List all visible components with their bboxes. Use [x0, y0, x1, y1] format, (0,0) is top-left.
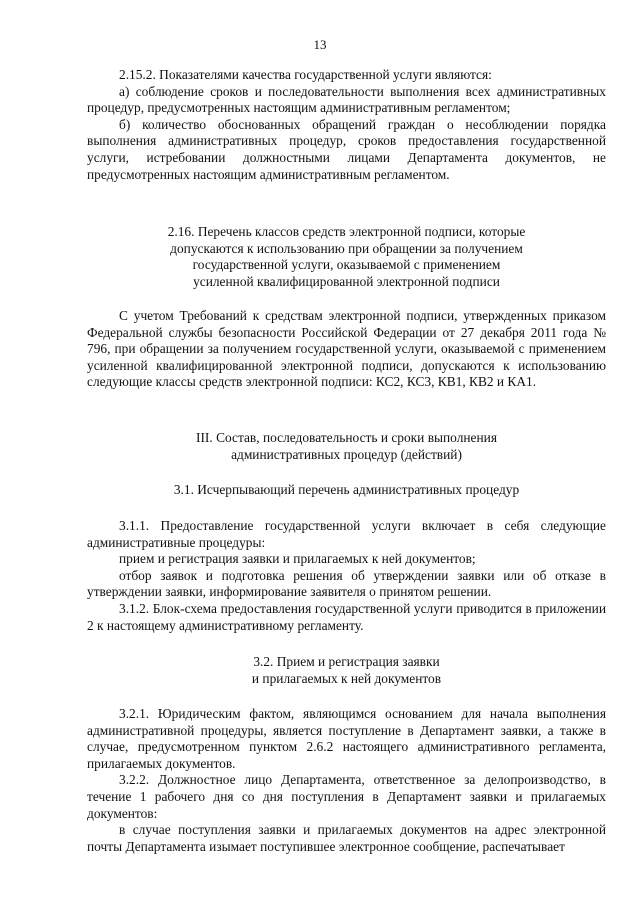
list-item-b: б) количество обоснованных обращений граждан о несоблюдении порядка выполнения административных процедур, сроков предоставления государственной услуги, истребовании должностными лицами Департамента документов, не предусмотренных настоящим административным регламентом.: [87, 116, 606, 182]
subsection-title: 3.1. Исчерпывающий перечень административных процедур: [173, 482, 520, 497]
section-2-16-body: [87, 308, 606, 391]
title-line: III. Состав, последовательность и сроки выполнения: [196, 430, 497, 445]
paragraph: 3.2.1. Юридическим фактом, являющимся основанием для начала выполнения административной процедуры, является поступление в Департамент заявки, а также в случае, предусмотренном пунктом 2.6.2 настоящего административного регламента, прилагаемых документов.: [87, 706, 606, 771]
paragraph: 3.1.2. Блок-схема предоставления государственной услуги приводится в приложении 2 к настоящему административному регламенту.: [87, 600, 606, 633]
subsection-3-2-body: [87, 706, 606, 855]
paragraph: 3.2.2. Должностное лицо Департамента, ответственное за делопроизводство, в течение 1 рабочего дня со дня поступления в Департамент заявки и прилагаемых документов:: [87, 772, 606, 821]
title-line: государственной услуги, оказываемой с применением: [192, 257, 501, 273]
title-line: административных процедур (действий): [231, 446, 462, 462]
subsection-title-line: 3.2. Прием и регистрация заявки: [253, 654, 440, 669]
section-3-title: [87, 430, 606, 463]
page-number: 13: [313, 37, 327, 52]
title-line: усиленной квалифицированной электронной подписи: [193, 273, 500, 289]
title-line: 2.16. Перечень классов средств электронной подписи, которые: [167, 224, 526, 239]
paragraph: 3.1.1. Предоставление государственной услуги включает в себя следующие административные процедуры:: [87, 518, 606, 550]
subsection-3-2-title: [87, 654, 606, 687]
paragraph: С учетом Требований к средствам электронной подписи, утвержденных приказом Федеральной службы безопасности Российской Федерации от 27 декабря 2011 года № 796, при обращении за получением государственной услуги, оказываемой с применением усиленной квалифицированной электронной подписи, допускаются к использованию следующие классы средств электронной подписи: КС2, КС3, КВ1, КВ2 и КА1.: [87, 308, 606, 390]
list-item: прием и регистрация заявки и прилагаемых к ней документов;: [119, 551, 476, 567]
section-heading: 2.15.2. Показателями качества государственной услуги являются:: [119, 67, 492, 82]
paragraph: в случае поступления заявки и прилагаемых документов на адрес электронной почты Департамента изымает поступившее электронное сообщение, распечатывает: [87, 822, 606, 854]
section-2-15-2: [87, 67, 606, 183]
list-item-a: а) соблюдение сроков и последовательности выполнения всех административных процедур, предусмотренных настоящим административным регламентом;: [87, 83, 606, 116]
subsection-3-1-body: [87, 518, 606, 634]
section-2-16-title: [87, 224, 606, 290]
subsection-3-1-title: [87, 482, 606, 499]
title-line: допускаются к использованию при обращении за получением: [170, 240, 523, 256]
subsection-title-line: и прилагаемых к ней документов: [251, 670, 442, 686]
list-item: отбор заявок и подготовка решения об утверждении заявки или об отказе в утверждении заявки, информирование заявителя о принятом решении.: [87, 567, 606, 600]
